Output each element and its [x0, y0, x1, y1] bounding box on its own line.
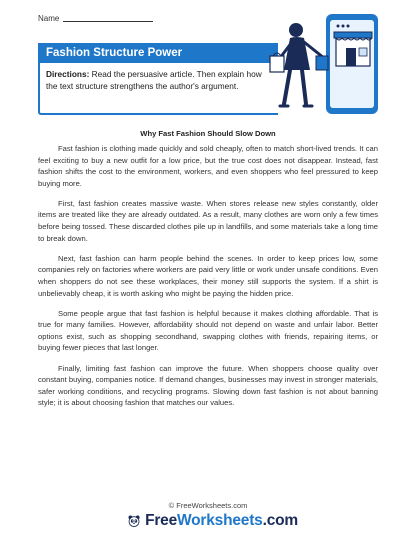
paragraph: First, fast fashion creates massive waste. When stores release new styles constantly, older items are treated like they are already outdated. As a result, many clothes are worn only a few times before being tossed. These discarded clothes pile up in landfills, and some materials take a long time to break down.	[38, 198, 378, 243]
article-title: Why Fast Fashion Should Slow Down	[140, 129, 276, 138]
footer-url: © FreeWorksheets.com	[168, 501, 248, 510]
shopping-bag-icon	[270, 56, 284, 72]
name-line[interactable]	[63, 21, 153, 22]
paragraph: Finally, limiting fast fashion can improve the future. When shoppers choose quality over constant buying, companies notice. If demand changes, businesses may invest in stronger materials, safer working conditions, and recycling programs. Slowing down fast fashion is not about banning style; it is about choosing fashion that matches our values.	[38, 363, 378, 408]
brand-name: FreeWorksheets.com	[145, 512, 298, 529]
shopping-bag-icon-2	[316, 56, 328, 70]
paragraph: Some people argue that fast fashion is helpful because it makes clothing affordable. That is true for many families. However, affordability should not depend on waste and unfair labor. Better options exist, such as shopping secondhand, swapping clothes with friends, repairing items, or buying fewer pieces that last longer.	[38, 308, 378, 353]
worksheet-title: Fashion Structure Power	[38, 43, 278, 63]
directions-label: Directions:	[46, 69, 90, 79]
person-icon	[289, 23, 303, 37]
directions	[46, 69, 272, 92]
panda-icon	[128, 511, 140, 531]
shopping-illustration	[262, 8, 392, 118]
name-label: Name	[38, 14, 60, 23]
paragraph: Next, fast fashion can harm people behind the scenes. In order to keep prices low, some companies rely on factories where workers are paid very little or work under unsafe conditions. Even when shoppers do not see these workplaces, their money still supports the system. If a shirt is unbelievably cheap, it is worth asking who might be paying the hidden price.	[38, 253, 378, 298]
name-field	[38, 14, 153, 23]
footer-logo[interactable]	[128, 510, 298, 532]
directions-text: Read the persuasive article. Then explain how the text structure strengthens the author's argument.	[46, 69, 262, 91]
article-body	[38, 143, 378, 417]
paragraph: Fast fashion is clothing made quickly and sold cheaply, often to match short-lived trends. It can feel exciting to buy a new outfit for a low price, but the true cost does not disappear. Instead, fast fashion shifts the cost to the environment, workers, and even shoppers who feel pressured to keep buying more.	[38, 144, 378, 188]
